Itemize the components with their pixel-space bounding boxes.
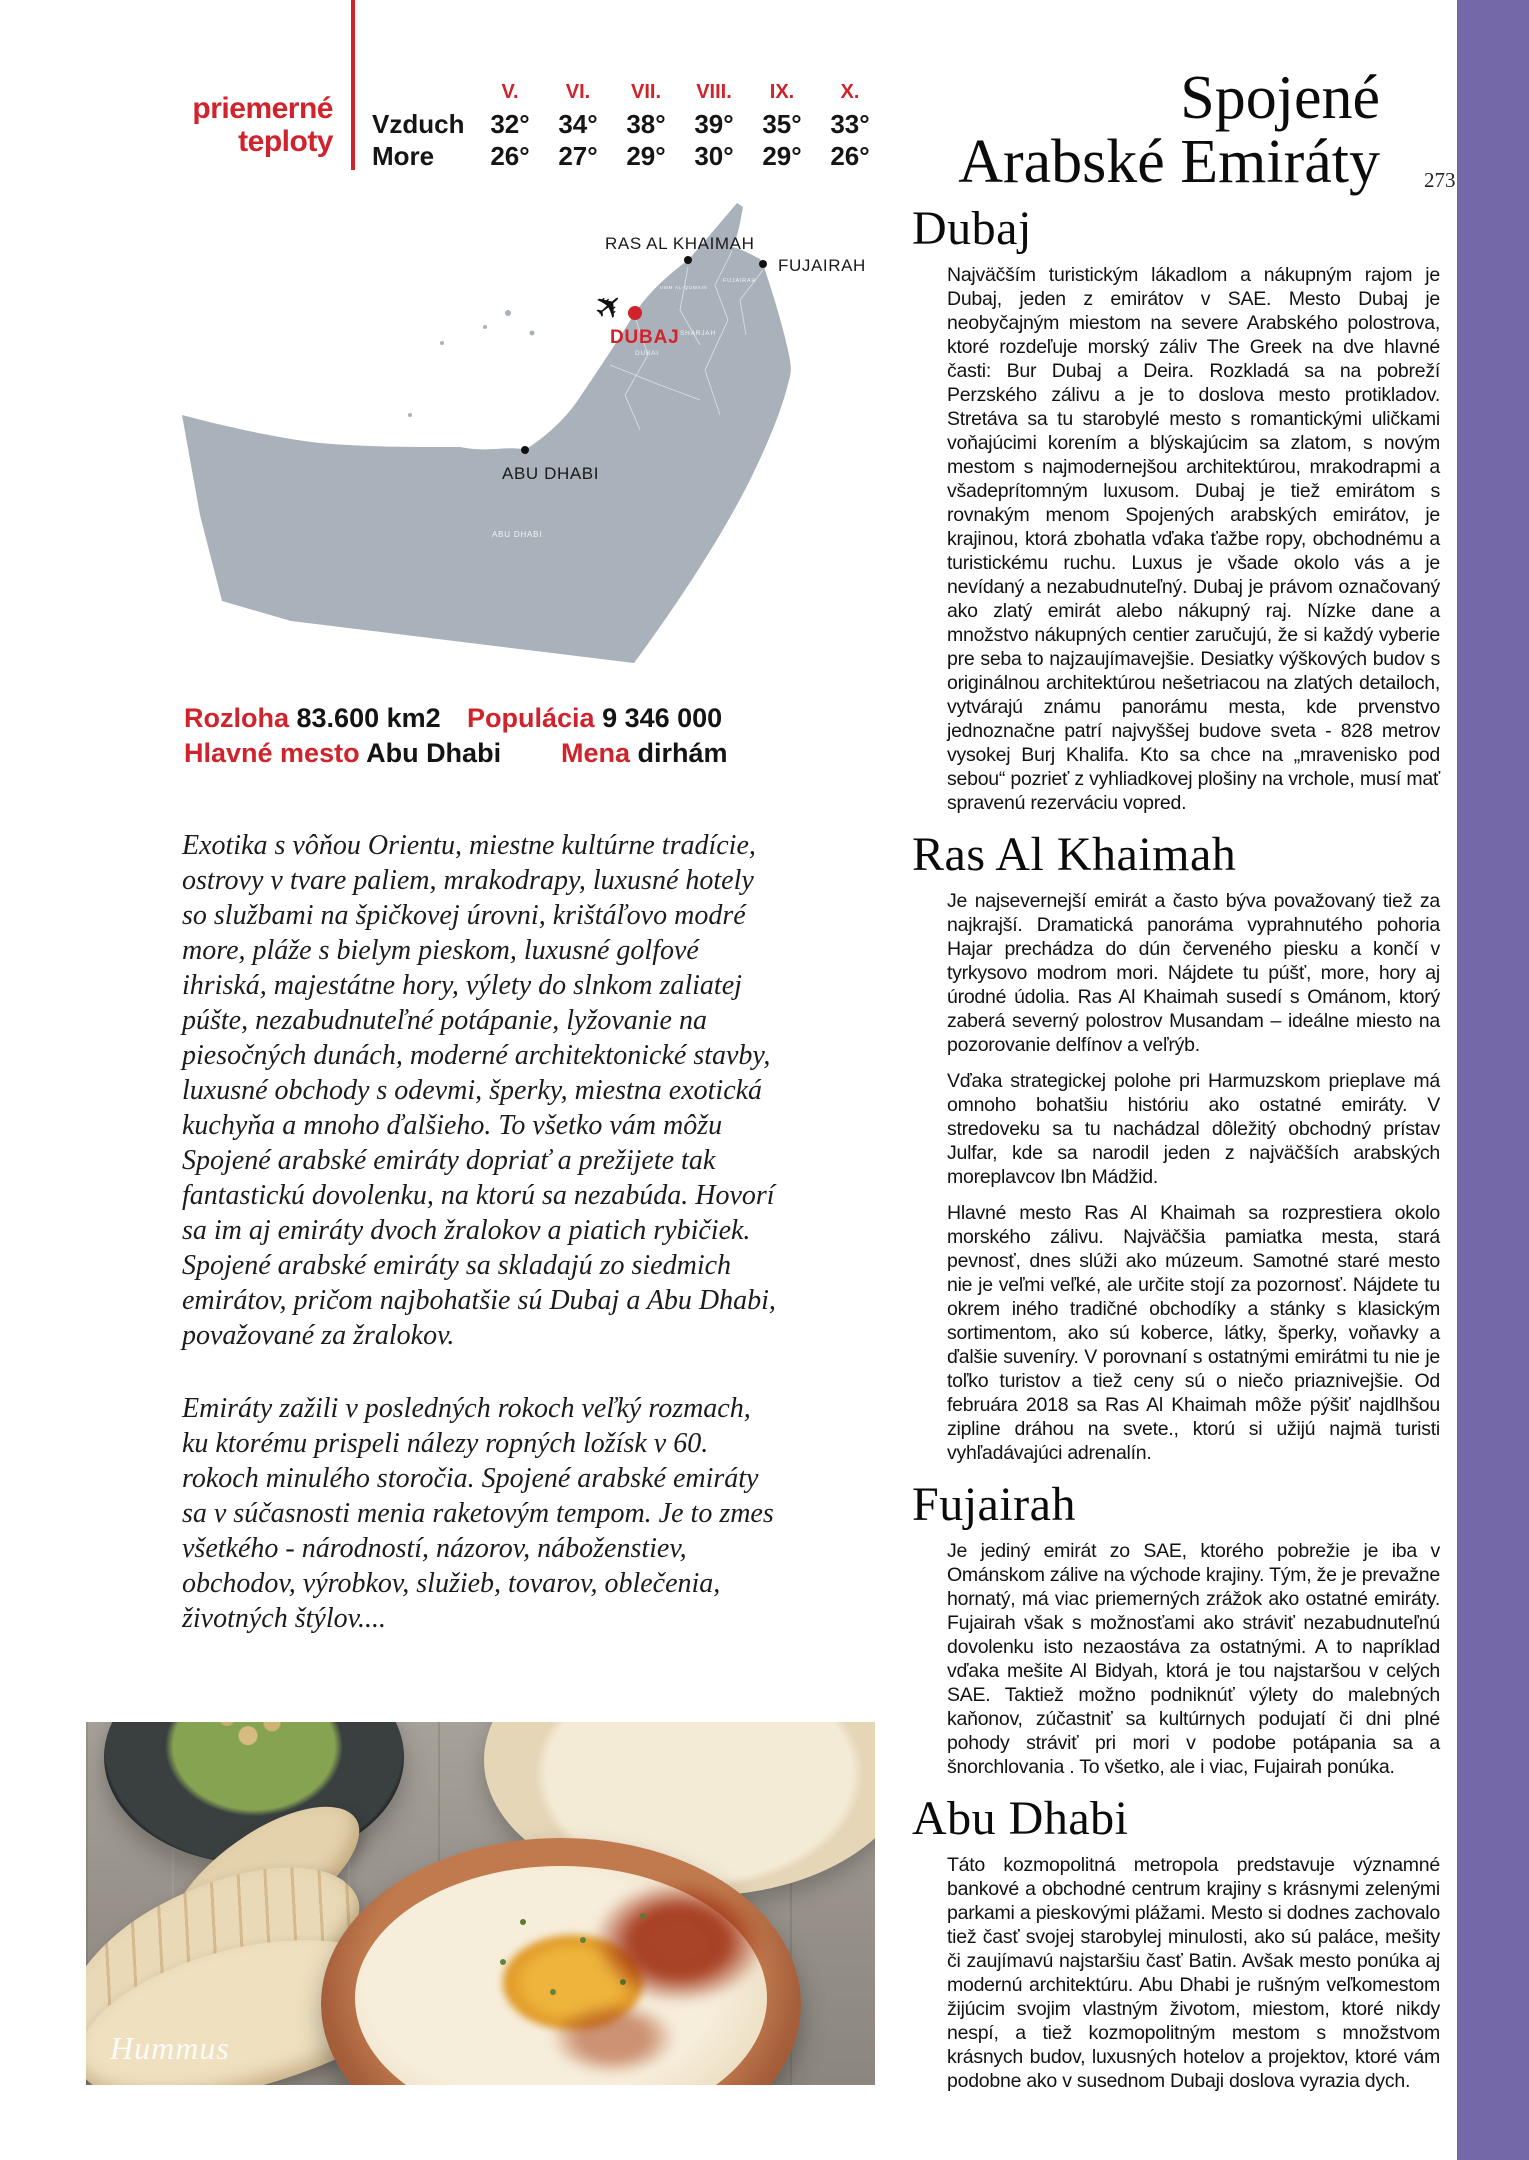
islands [408, 310, 535, 417]
photo-paprika [594, 1882, 764, 2002]
abu-dhabi-dot [521, 446, 529, 454]
intro-paragraph-2: Emiráty zažili v posledných rokoch veľký rozmach, ku ktorému prispeli nálezy ropných ložísk v 60. rokoch minulého storočia. Spojené arabské emiráty sa v súčasnosti menia raketovým tempom. Je to zmes všetkého - národností, názorov, náboženstiev, obchodov, výrobkov, služieb, tovarov, oblečenia, životných štýlov.... [182, 1393, 774, 1634]
month-header: VII. [630, 80, 661, 103]
stat-currency [561, 738, 728, 769]
month-header: V. [501, 80, 519, 103]
section-heading: Ras Al Khaimah [912, 828, 1237, 881]
avg-temps-label-line1: priemerné [192, 92, 333, 125]
page-title [680, 66, 1380, 194]
stat-area [184, 703, 441, 734]
month-header: VI. [565, 80, 591, 103]
stat-currency-label: Mena [561, 738, 631, 768]
map-inner-label-fujairah: FUJAIRAH [723, 278, 757, 284]
stat-population-value: 9 346 000 [602, 703, 723, 733]
section-fujairah [912, 1479, 1440, 1779]
month-header: IX. [769, 80, 795, 103]
avg-temps-label [118, 92, 333, 158]
map-label-dubaj: DUBAJ [610, 327, 680, 348]
ras-al-khaimah-dot [684, 256, 692, 264]
section-ras-al-khaimah [912, 829, 1440, 1465]
section-paragraph: Je najsevernejší emirát a často býva považovaný tiež za najkrajší. Dramatická panoráma vyprahnutého pohoria Hajar prechádza do dún červeného piesku a končí v tyrkysovo modrom mori. Nájdete tu púšť, more, hory aj úrodné údolia. Ras Al Khaimah susedí s Ománom, ktorý zaberá severný polostrov Musandam – ideálne miesto na pozorovanie delfínov a veľrýb. [947, 890, 1440, 1056]
section-heading: Fujairah [912, 1478, 1076, 1531]
map-inner-label-sharjah: SHARJAH [680, 330, 716, 337]
stat-capital-value: Abu Dhabi [366, 738, 502, 768]
month-header: VIII. [696, 80, 732, 103]
stat-capital [184, 738, 501, 769]
section-heading: Dubaj [912, 202, 1032, 255]
stat-area-label: Rozloha [184, 703, 289, 733]
section-paragraph: Hlavné mesto Ras Al Khaimah sa rozprestiera okolo morského zálivu. Najväčšia pamiatka mesta, stará pevnosť, dnes slúži ako múzeum. Samotné staré mesto nie je veľmi veľké, ale určite stojí za pozornosť. Nájdete tu okrem iného tradičné obchodíky a stánky s klasickým sortimentom, ako sú koberce, látky, šperky, voňavky a ďalšie suveníry. V porovnaní s ostatnými emirátmi tu nie je toľko turistov a tiež ceny sú o niečo priaznivejšie. Od februára 2018 sa Ras Al Khaimah môže pýšiť najdlhšou zipline dráhou na svete., ktorú si užijú najmä turisti vyhľadávajúci adrenalín. [947, 1202, 1440, 1464]
stat-population-label: Populácia [467, 703, 595, 733]
section-paragraph: Táto kozmopolitná metropola predstavuje významné bankové a obchodné centrum krajiny s krásnymi zelenými parkami a pieskovými plážami. Mesto si dodnes zachovalo tiež časť svojej starobylej minulosti, ako sú paláce, mešity či zaujímavú najstaršiu časť Batin. Avšak mesto ponúka aj modernú architektúru. Abu Dhabi je rušným veľkomestom žijúcim svojim vlastným životom, miestom, ktoré nikdy nespí, a tiež kozmopolitným mestom s množstvom krásnych budov, luxusných hotelov a projektov, ktoré vám podobne ako v susednom Dubaji doslova vyrazia dych. [947, 1854, 1440, 2092]
photo-caption: Hummus [110, 2030, 230, 2066]
air-row-label: Vzduch [372, 108, 465, 139]
stat-capital-label: Hlavné mesto [184, 738, 360, 768]
sea-temp: 29° [762, 140, 802, 171]
map-inner-label-umm-al-quwain: UMM AL-QUWAIN [660, 285, 708, 290]
sea-temp: 29° [626, 140, 666, 171]
purple-edge-bar [1457, 0, 1529, 2160]
map-inner-label-abu-dhabi: ABU DHABI [492, 530, 543, 539]
intro-paragraph-1: Exotika s vôňou Orientu, miestne kultúrne tradície, ostrovy v tvare paliem, mrakodrapy, luxusné hotely so službami na špičkovej úrovni, krištáľovo modré more, pláže s bielym pieskom, luxusné golfové ihriská, majestátne hory, výlety do slnkom zaliatej púšte, nezabudnuteľné potápanie, lyžovanie na piesočných dunách, moderné architektonické stavby, luxusné obchody s odevmi, šperky, miestna exotická kuchyňa a mnoho ďalšieho. To všetko vám môžu Spojené arabské emiráty dopriať a prežijete tak fantastickú dovolenku, na ktorú sa nezabúda. Hovorí sa im aj emiráty dvoch žralokov a piatich rybičiek. Spojené arabské emiráty sa skladajú zo siedmich emirátov, pričom najbohatšie sú Dubaj a Abu Dhabi, považované za žralokov. [182, 830, 776, 1351]
intro-text [182, 828, 778, 1674]
map-inner-label-dubai: DUBAI [635, 350, 659, 357]
air-temp: 38° [626, 108, 666, 139]
air-temp: 39° [694, 108, 734, 139]
section-paragraph: Najväčším turistickým lákadlom a nákupným rajom je Dubaj, jeden z emirátov v SAE. Mesto Dubaj je neobyčajným miestom na severe Arabského polostrova, ktoré rozdeľuje morský záliv The Greek na dve hlavné časti: Bur Dubaj a Deira. Rozkladá sa na pobreží Perzského zálivu a je to doslova mesto protikladov. Stretáva sa tu starobylé mesto s romantickými uličkami voňajúcimi korením a blýskajúcim sa zlatom, s novým mestom s najmodernejšou architektúrou, mrakodrapmi a všadeprítomným luxusom. Dubaj je tiež emirátom s rovnakým menom Spojených arabských emirátov, je krajinou, ktorá zbohatla vďaka ťažbe ropy, obchodnému a turistickému ruchu. Luxus je všade okolo vás a je nevídaný a nezabudnuteľný. Dubaj je právom označovaný ako zlatý emirát alebo nákupný raj. Nízke dane a množstvo nákupných centier zaručujú, že si každý vyberie pre seba to najzaujímavejšie. Desiatky výškových budov s originálnou architektúrou nešetriacou na zlatých detailoch, vytvárajú známu panorámu mesta, kde prvenstvo jednoznačne patrí najvyššej budove sveta - 828 metrov vysokej Burj Khalifa. Kto sa chce na „mravenisko pod sebou“ pozrieť z vyhliadkovej plošiny na vrchole, musí mať spravenú rezerváciu vopred. [947, 264, 1440, 814]
photo-herbs [520, 1919, 526, 1925]
stat-currency-value: dirhám [637, 738, 728, 768]
page-title-line2: Arabské Emiráty [958, 128, 1380, 196]
map-label-abu-dhabi: ABU DHABI [502, 464, 600, 483]
photo-paprika [553, 2003, 673, 2073]
sea-temp: 26° [830, 140, 870, 171]
section-abu-dhabi [912, 1793, 1440, 2093]
airplane-icon: ✈ [586, 283, 633, 331]
sea-temp: 26° [490, 140, 530, 171]
uae-landmass [182, 203, 791, 663]
section-dubaj [912, 203, 1440, 815]
hummus-photo [86, 1722, 875, 2085]
page-title-line1: Spojené [1180, 64, 1380, 132]
sea-row-label: More [372, 140, 435, 171]
page-number: 273 [1424, 168, 1456, 192]
article-column [912, 203, 1440, 2107]
air-temp: 33° [830, 108, 870, 139]
map-label-fujairah: FUJAIRAH [778, 256, 866, 275]
red-divider-rule [351, 0, 355, 170]
stat-population [467, 703, 722, 734]
fujairah-dot [759, 260, 767, 268]
section-heading: Abu Dhabi [912, 1792, 1129, 1845]
photo-hummus [355, 1866, 767, 2085]
air-temp: 34° [558, 108, 598, 139]
section-paragraph: Je jediný emirát zo SAE, ktorého pobrežie je iba v Ománskom zálive na východe krajiny. Tým, že je prevažne hornatý, má viac priemerných zrážok ako ostatné emiráty. Fujairah však s možnosťami ako stráviť nezabudnuteľnú dovolenku isto nezaostáva za ostatnými. A to napríklad vďaka mešite Al Bidyah, ktorá je tou najstaršou v celých SAE. Taktiež možno podniknúť výlety do malebných kaňonov, zúčastniť sa kultúrnych podujatí či dni plné pohody stráviť pri mori v podobe potápania sa a šnorchlovania . To všetko, ale i viac, Fujairah ponúka. [947, 1540, 1440, 1778]
avg-temps-label-line2: teploty [238, 125, 333, 158]
section-paragraph: Vďaka strategickej polohe pri Harmuzskom prieplave má omnoho bohatšiu históriu ako ostatné emiráty. V stredoveku sa tu nachádzal dôležitý obchodný prístav Julfar, kde sa narodil jeden z najväčších arabských moreplavcov Ibn Mádžid. [947, 1070, 1440, 1188]
sea-temp: 27° [558, 140, 598, 171]
stat-area-value: 83.600 km2 [296, 703, 441, 733]
map-label-ras-al-khaimah: RAS AL KHAIMAH [605, 234, 755, 253]
air-temp: 32° [490, 108, 530, 139]
uae-map [180, 185, 880, 670]
sea-temp: 30° [694, 140, 734, 171]
month-header: X. [840, 80, 860, 103]
air-temp: 35° [762, 108, 802, 139]
